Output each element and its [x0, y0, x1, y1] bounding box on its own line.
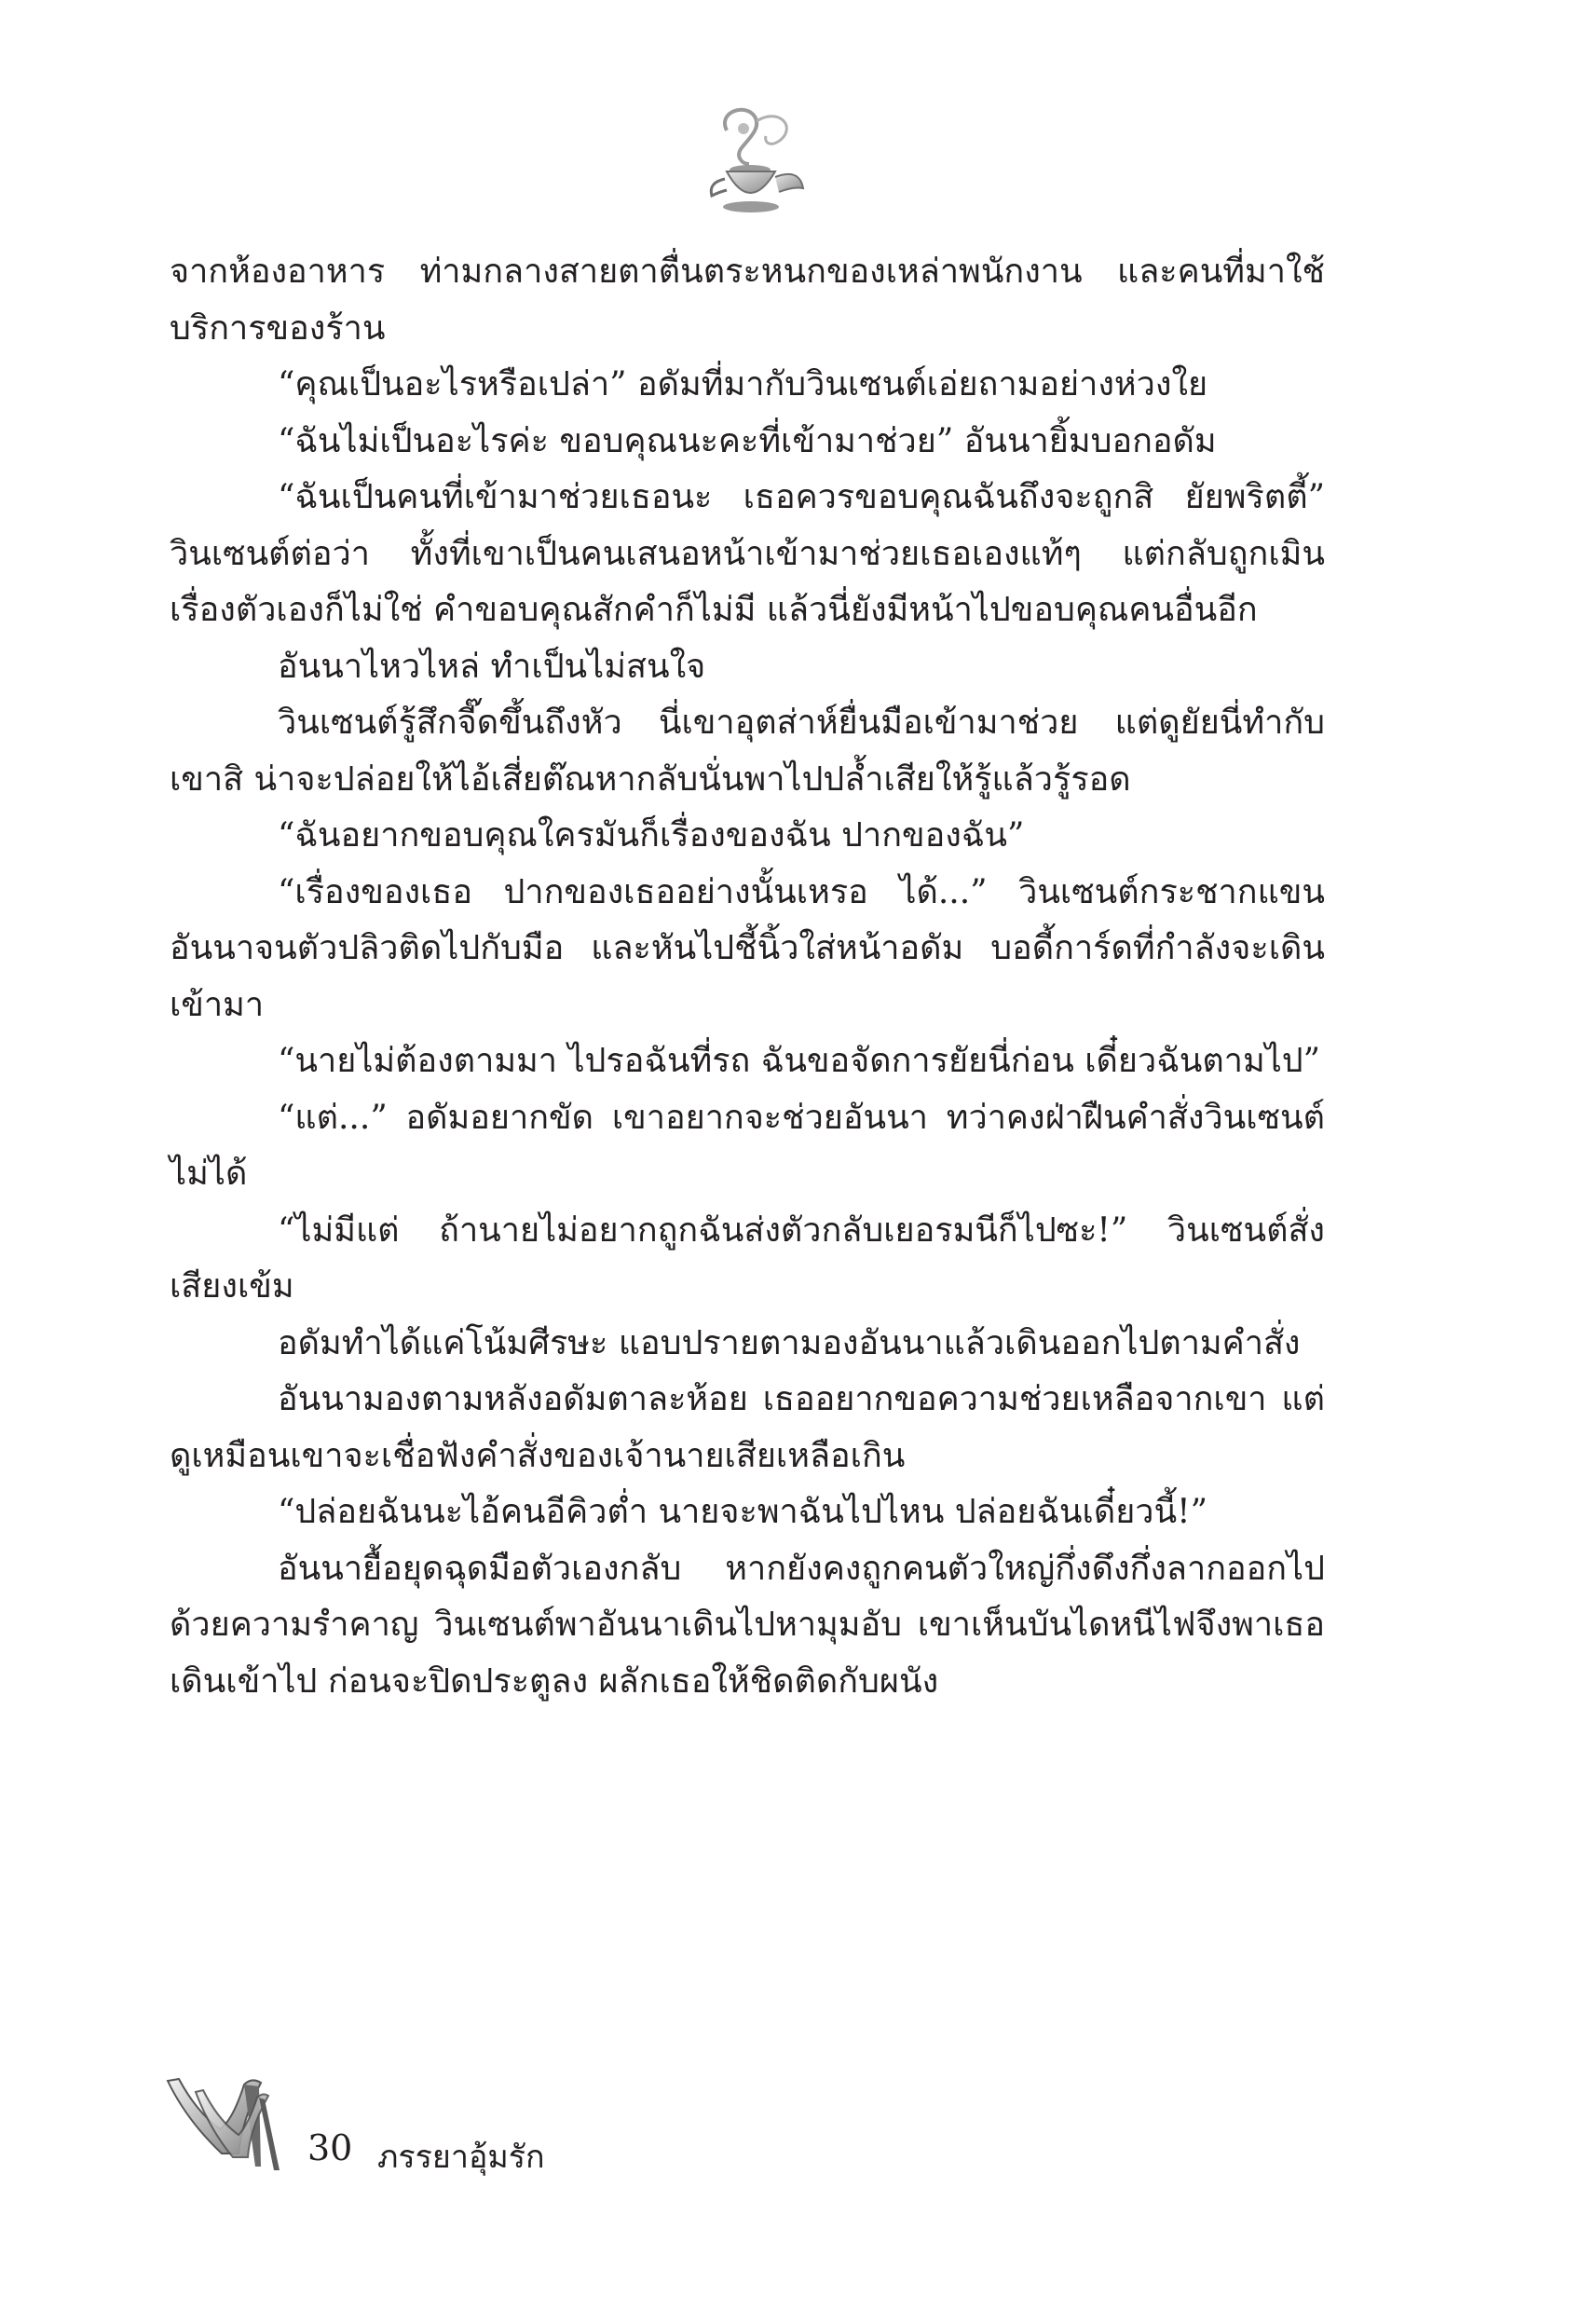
paragraph: “ไม่มีแต่ ถ้านายไม่อยากถูกฉันส่งตัวกลับเยอรมนีก็ไปซะ!” วินเซนต์สั่งเสียงเข้ม: [170, 1210, 1325, 1306]
paragraph: “นายไม่ต้องตามมา ไปรอฉันที่รถ ฉันขอจัดการยัยนี่ก่อน เดี๋ยวฉันตามไป”: [278, 1042, 1321, 1080]
paragraph: จากห้องอาหาร ท่ามกลางสายตาตื่นตระหนกของเหล่าพนักงาน และคนที่มาใช้บริการของร้าน: [170, 253, 1325, 348]
paragraph: “ฉันเป็นคนที่เข้ามาช่วยเธอนะ เธอควรขอบคุณฉันถึงจะถูกสิ ยัยพริตตี้” วินเซนต์ต่อว่า ทั้งที่เขาเป็นคนเสนอหน้าเข้ามาช่วยเธอเองแท้ๆ แต่กลับถูกเมิน เรื่องตัวเองก็ไม่ใช่ คำขอบคุณสักคำก็ไม่มี แล้วนี่ยังมีหน้าไปขอบคุณคนอื่นอีก: [170, 478, 1325, 629]
paragraph: อดัมทำได้แค่โน้มศีรษะ แอบปรายตามองอันนาแล้วเดินออกไปตามคำสั่ง: [278, 1323, 1301, 1362]
paragraph: “แต่...” อดัมอยากขัด เขาอยากจะช่วยอันนา ทว่าคงฝ่าฝืนคำสั่งวินเซนต์ไม่ได้: [170, 1098, 1325, 1193]
paragraph: อันนาไหวไหล่ ทำเป็นไม่สนใจ: [278, 647, 706, 686]
paragraph: “ฉันอยากขอบคุณใครมันก็เรื่องของฉัน ปากของฉัน”: [278, 816, 1025, 855]
paragraph: วินเซนต์รู้สึกจี๊ดขึ้นถึงหัว นี่เขาอุตส่าห์ยื่นมือเข้ามาช่วย แต่ดูยัยนี่ทำกับเขาสิ น่าจะปล่อยให้ไอ้เสี่ยต๊ณหากลับนั่นพาไปปล้ำเสียให้รู้แล้วรู้รอด: [170, 704, 1325, 799]
paragraph: อันนามองตามหลังอดัมตาละห้อย เธออยากขอความช่วยเหลือจากเขา แต่ดูเหมือนเขาจะเชื่อฟังคำสั่งของเจ้านายเสียเหลือเกิน: [170, 1380, 1325, 1475]
paragraph: “ปล่อยฉันนะไอ้คนอีคิวต่ำ นายจะพาฉันไปไหน ปล่อยฉันเดี๋ยวนี้!”: [278, 1493, 1207, 1531]
page-number: 30: [307, 2127, 353, 2168]
paragraph: “ฉันไม่เป็นอะไรค่ะ ขอบคุณนะคะที่เข้ามาช่วย” อันนายิ้มบอกอดัม: [278, 421, 1217, 460]
paragraph: อันนายื้อยุดฉุดมือตัวเองกลับ หากยังคงถูกคนตัวใหญ่กึ่งดึงกึ่งลากออกไปด้วยความรำคาญ วินเซนต์พาอันนาเดินไปหามุมอับ เขาเห็นบันไดหนีไฟจึงพาเธอเดินเข้าไป ก่อนจะปิดประตูลง ผลักเธอให้ชิดติดกับผนัง: [170, 1549, 1325, 1701]
teapot-ornament-icon: [689, 103, 811, 224]
paragraph: “คุณเป็นอะไรหรือเปล่า” อดัมที่มากับวินเซนต์เอ่ยถามอย่างห่วงใย: [278, 365, 1208, 403]
paragraph: “เรื่องของเธอ ปากของเธออย่างนั้นเหรอ ได้...” วินเซนต์กระชากแขนอันนาจนตัวปลิวติดไปกับมือ และหันไปชี้นิ้วใส่หน้าอดัม บอดี้การ์ดที่กำลังจะเดินเข้ามา: [170, 872, 1325, 1024]
book-title: ภรรยาอุ้มรัก: [377, 2139, 545, 2176]
page-footer: [158, 2064, 717, 2195]
body-text: [170, 244, 1325, 1710]
high-heel-shoe-icon: [158, 2064, 284, 2176]
